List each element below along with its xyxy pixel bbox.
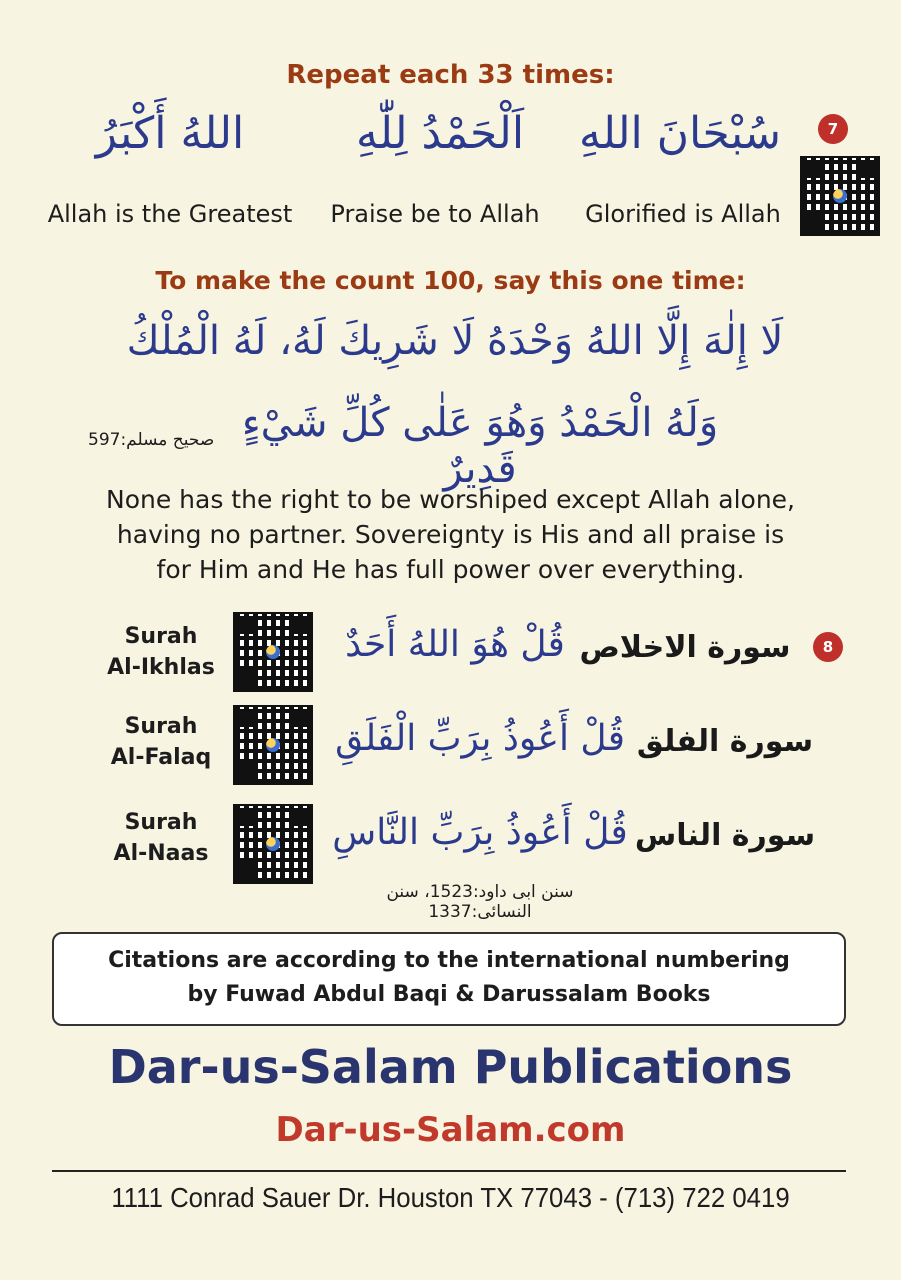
section-7-badge: 7 [818,114,848,144]
dhikr-line-2: وَلَهُ الْحَمْدُ وَهُوَ عَلٰى كُلِّ شَيْءٍ قَدِيرٌ [241,400,719,492]
surah-label-line: Al-Ikhlas [107,654,215,680]
qr-code-icon[interactable] [800,156,880,236]
translation-line: having no partner. Sovereignty is His and all praise is [116,520,785,549]
citation-note-line: Citations are according to the international numbering [108,948,790,973]
publisher-name: Dar-us-Salam Publications [108,1040,793,1094]
translation [0,482,901,587]
naas-verse: قُلْ أَعُوذُ بِرَبِّ النَّاسِ [332,812,628,853]
takbir-english: Allah is the Greatest [47,200,293,228]
dhikr-line-1: لَا إِلٰهَ إِلَّا اللهُ وَحْدَهُ لَا شَرِيكَ لَهُ، لَهُ الْمُلْكُ [126,318,784,364]
surah-label-ikhlas [96,622,226,684]
surah-label-line: Al-Falaq [110,744,212,770]
citation-muslim: صحیح مسلم:597 [88,430,215,450]
tasbih-english: Glorified is Allah [585,200,781,228]
surah-label-line: Al-Naas [113,840,209,866]
citation-abu-dawud-nasai: سنن ابی داود:1523، سنن النسائی:1337 [386,882,574,922]
publisher-address: 1111 Conrad Sauer Dr. Houston TX 77043 - (713) 722 0419 [111,1182,790,1213]
surah-label-falaq [96,712,226,774]
translation-line: for Him and He has full power over everything. [156,555,745,584]
surah-label-line: Surah [124,714,198,739]
qr-code-icon[interactable] [233,804,313,884]
citation-note-line: by Fuwad Abdul Baqi & Darussalam Books [187,982,711,1008]
publisher-website[interactable]: Dar-us-Salam.com [275,1110,626,1150]
count-heading: To make the count 100, say this one time: [155,266,746,295]
citation-note-box [52,932,846,1026]
tahmid-english: Praise be to Allah [330,200,540,228]
divider [52,1170,846,1172]
takbir-arabic: اللهُ أَكْبَرُ [95,108,245,159]
tahmid-arabic: اَلْحَمْدُ لِلّٰهِ [355,108,525,159]
section-8-badge: 8 [813,632,843,662]
tasbih-arabic: سُبْحَانَ اللهِ [578,108,782,159]
falaq-name: سورة الفلق [636,724,814,759]
translation-line: None has the right to be worshiped except Allah alone, [106,485,795,514]
ikhlas-name: سورة الاخلاص [579,630,791,665]
ikhlas-verse: قُلْ هُوَ اللهُ أَحَدٌ [345,624,565,665]
surah-label-line: Surah [124,624,198,649]
surah-label-naas [96,808,226,870]
repeat-heading: Repeat each 33 times: [286,60,615,90]
falaq-verse: قُلْ أَعُوذُ بِرَبِّ الْفَلَقِ [335,718,625,759]
qr-code-icon[interactable] [233,612,313,692]
surah-label-line: Surah [124,810,198,835]
qr-code-icon[interactable] [233,705,313,785]
naas-name: سورة الناس [634,818,816,853]
